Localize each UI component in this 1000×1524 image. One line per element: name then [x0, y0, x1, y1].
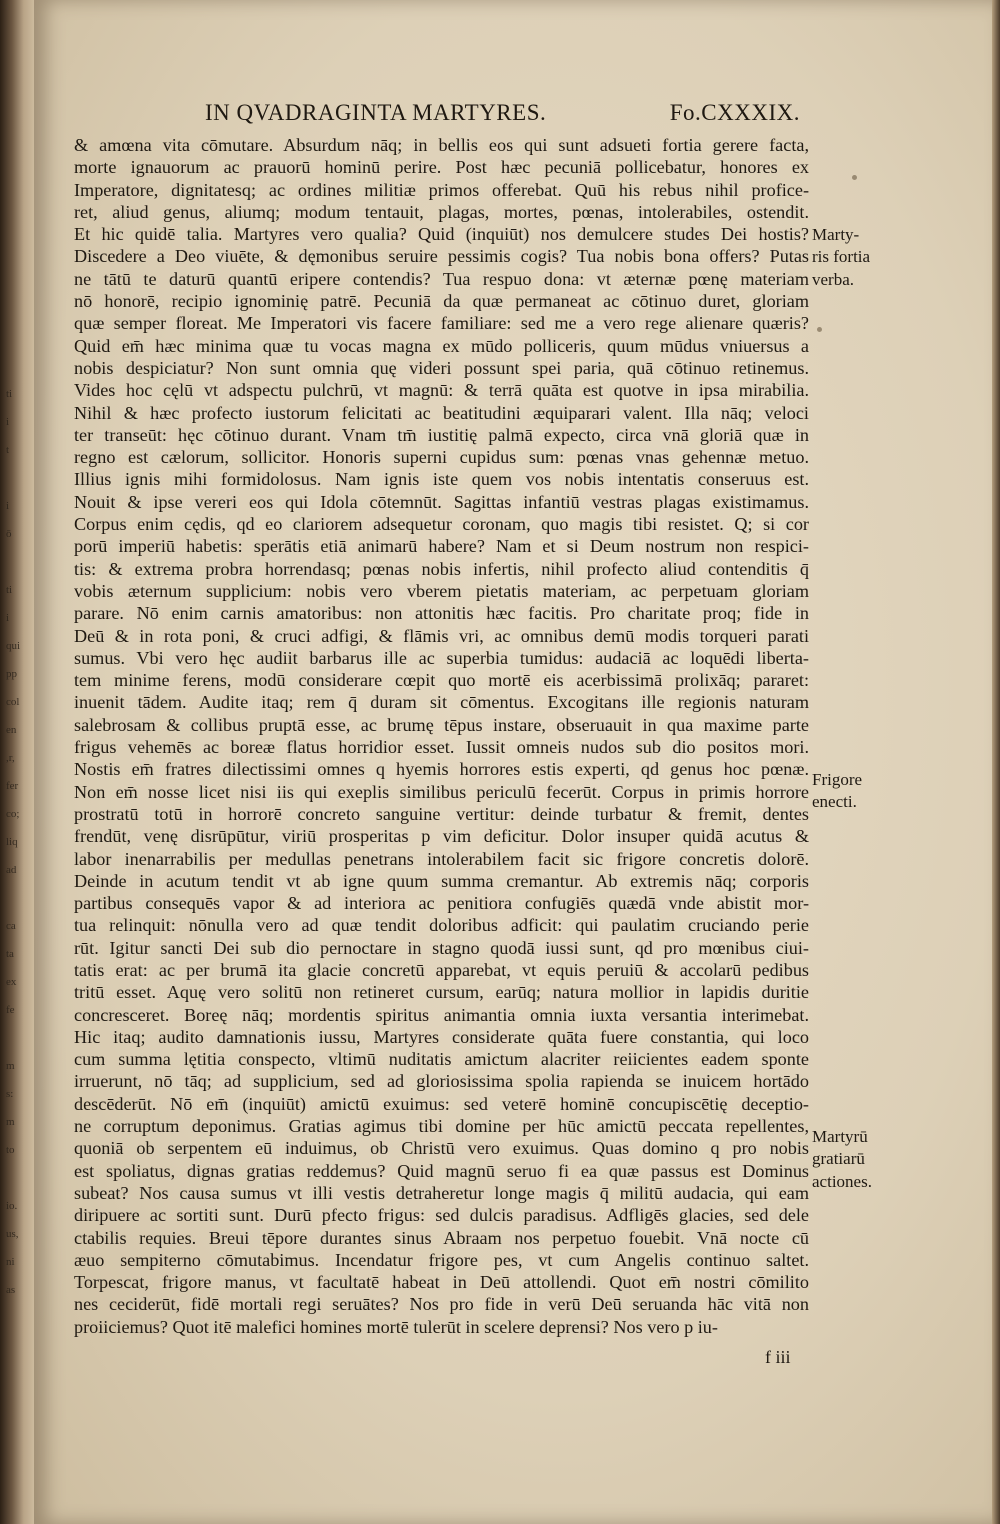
- previous-page-text-fragments: ti i t i ō ti i qui pp col en ,r, fer co; liq ad ca ta ex fe m s: m to io. us, ni as: [6, 388, 21, 1296]
- text-line: Quid em̄ hæc minima quæ tu vocas magna ex mūdo polliceris, quum mūdus vniuersus a: [74, 335, 809, 356]
- text-line: Corpus enim cędis, qd eo clariorem adsequetur coronam, quo magis tibi resistet. Q; si cor: [74, 514, 809, 535]
- running-head: [205, 100, 800, 126]
- text-line: rūt. Igitur sancti Dei sub dio pernoctare in stagno quodā iussi sunt, qd pro mœnibus ciui-: [74, 937, 809, 958]
- text-line: frendūt, venę disrūpūtur, viriū prosperitas p vim deficitur. Dolor insuper quidā acutus &: [74, 826, 809, 847]
- text-line: diripuere ac sortiti sunt. Durū pfecto frigus: sed dulcis paradisus. Adfligēs glacies, sed dele: [74, 1205, 809, 1226]
- margin-note-martyrum-gratiarum-actiones: Martyrū gratiarū actiones.: [812, 1127, 872, 1191]
- text-line: tis: & extrema probra horrendasq; pœnas nobis infertis, nihil profecto aliud contenditis q̄: [74, 558, 809, 579]
- text-line: regno est cælorum, sollicitor. Honoris superni cupidus sum: pœnas vnas gehennæ metuo.: [74, 447, 809, 468]
- text-line: Illius ignis mihi formidolosus. Nam ignis iste quem vos nobis intentatis conseruus est.: [74, 469, 809, 490]
- text-line: prostratū totū in horrorē concreto sanguine vertitur: deinde turbatur & fremit, dentes: [74, 803, 809, 824]
- text-line: parare. Nō enim carnis amatoribus: non attonitis hæc facitis. Pro charitate proq; fide in: [74, 603, 809, 624]
- text-line: & amœna vita cōmutare. Absurdum nāq; in bellis eos qui sunt adsueti fortia gerere facta,: [74, 135, 809, 155]
- main-text-block: [74, 134, 809, 1338]
- text-line: Imperatore, dignitatesq; ac ordines militiæ primos offerebat. Quū his rebus nihil profice-: [74, 179, 809, 200]
- text-line: tatis erat: ac per brumā ita glacie concretū apparebat, vt equis peruiū & accolarū pedibus: [74, 959, 809, 980]
- margin-note-martyris-fortia-verba: Marty- ris fortia verba.: [812, 225, 871, 289]
- text-line: Deū & in rota poni, & cruci adfigi, & flāmis vri, ac omnibus demū modis torqueri parati: [74, 625, 809, 646]
- text-line: nobis despiciatur? Non sunt omnia quę videri possunt spei paria, quā cōtinuo retinemus.: [74, 357, 809, 378]
- text-line: irruerunt, nō tāq; ad supplicium, sed ad gloriosissima spolia rapienda se inuicem hortādo: [74, 1071, 809, 1092]
- text-line: ter transeūt: hęc cōtinuo durant. Vnam tm̄ iustitię palmā expecto, circa vnā gloriā quæ in: [74, 424, 809, 445]
- text-line: ne corruptum deponimus. Gratias agimus tibi domine per hūc amictū peccata repellentes,: [74, 1116, 809, 1137]
- text-line: frigus vehemēs ac boreæ flatus horridior esset. Iussit omneis nudos sub dio positos mori.: [74, 737, 809, 758]
- text-line: ne tātū te daturū quantū eripere contendis? Tua respuo dona: vt æternæ pœnę materiam: [74, 268, 809, 289]
- text-line: labor inenarrabilis per medullas penetrans intolerabilem facit sic frigore concretis dolorē.: [74, 848, 809, 869]
- text-line: Et hic quidē talia. Martyres vero qualia? Quid (inquiūt) nos demulcere studes Dei hostis?: [74, 224, 809, 245]
- text-line: Nouit & ipse vereri eos qui Idola cōtemnūt. Sagittas infantiū vestras plagas existimamus.: [74, 491, 809, 512]
- text-line: Nihil & hæc profecto iustorum felicitati ac beatitudini æquiparari valent. Illa nāq; veloci: [74, 402, 809, 423]
- text-line: subeat? Nos causa sumus vt illi vestis detraheretur longe magis q̄ militū audacia, qui eam: [74, 1182, 809, 1203]
- text-line: sumus. Vbi vero hęc audiit barbarus ille ac superbia tumidus: audaciā ac loquēdi liberta-: [74, 647, 809, 668]
- text-line: salebrosam & collibus pruptā esse, ac brumę tēpus instare, obseruauit in qua maxime parte: [74, 714, 809, 735]
- text-line: descēderūt. Nō em̄ (inquiūt) amictū exuimus: sed veterē hominē concupiscētię deceptio-: [74, 1093, 809, 1114]
- ink-dot-2: [817, 327, 822, 332]
- text-line: proiiciemus? Quot itē malefici homines mortē tulerūt in scelere deprensi? Nos vero p iu-: [74, 1316, 718, 1337]
- text-line: tem minime ferens, modū considerare cœpit quo mortē eis acerbissimā prolixāq; pararet:: [74, 670, 809, 691]
- text-line: ret, aliud genus, aliumq; modum tentauit, plagas, mortes, pœnas, intolerabiles, ostendit.: [74, 201, 809, 222]
- text-line: vobis æternum supplicium: nobis vero vberem pietatis materiam, ac perpetuam gloriam: [74, 580, 809, 601]
- text-line: Non em̄ nosse licet nisi iis qui exeplis similibus periculū fecerūt. Corpus in primis horrore: [74, 781, 809, 802]
- text-line: nō honorē, recipio ignominię patrē. Pecuniā da quæ permaneat ac cōtinuo duret, gloriam: [74, 291, 809, 312]
- text-line: cum summa lętitia conspecto, vltimū nuditatis amictum alacriter reiicientes eadem sponte: [74, 1049, 809, 1070]
- text-line: Discedere a Deo viuēte, & dęmonibus seruire pessimis cogis? Tua nobis bona offers? Putas: [74, 246, 809, 267]
- text-line: nes ceciderūt, fidē mortali regi seruātes? Nos pro fide in verū Deū seruanda hāc vitā non: [74, 1294, 809, 1315]
- text-line: porū imperiū habetis: sperātis etiā animarū habere? Nam et si Deum nostrum non respici-: [74, 536, 809, 557]
- signature-mark: f iii: [765, 1347, 791, 1367]
- text-line: æuo sempiterno cōmutabimus. Incendatur frigore pes, vt cum Angelis continuo saltet.: [74, 1249, 809, 1270]
- previous-page-edge: [0, 0, 34, 1524]
- text-line: tritū esset. Aquę vero solitū non retineret cursum, earūq; natura mollior in lapidis duritie: [74, 982, 809, 1003]
- text-line: est spoliatus, dignas gratias reddemus? Quid magnū seruo fi ea quæ passus est Dominus: [74, 1160, 809, 1181]
- margin-note-frigore-enecti: Frigore enecti.: [812, 770, 863, 812]
- folio-number: Fo.CXXXIX.: [669, 100, 800, 125]
- text-line: inuenit tādem. Audite itaq; rem q̄ duram sit cōmentus. Excogitans ille regionis naturam: [74, 692, 809, 713]
- text-line: Hic itaq; audito damnationis iussu, Martyres considerate quāta fuere constantia, qui loco: [74, 1026, 809, 1047]
- text-line: tua relinquit: nōnulla vero ad quæ tendit doloribus adficit: qui paulatim cruciando perie: [74, 915, 809, 936]
- text-line: Torpescat, frigore manus, vt facultatē habeat in Deū attollendi. Quot em̄ nostri cōmilito: [74, 1272, 809, 1293]
- text-line: quoniā ob serpentem eū induimus, ob Christū vero exuimus. Quas domino q pro nobis: [74, 1138, 809, 1159]
- text-line: Nostis em̄ fratres dilectissimi omnes q hyemis horrores estis experti, qd genus hoc pœnæ.: [74, 759, 809, 780]
- text-line: Deinde in acutum tendit vt ab igne quum summa cremantur. Ab extremis nāq; corporis: [74, 870, 809, 891]
- running-head-title: IN QVADRAGINTA MARTYRES.: [205, 100, 547, 125]
- text-line: ctabilis requies. Breui tēpore durantes sinus Abraam nos perpetuo fouebit. Vnā nocte cū: [74, 1227, 809, 1248]
- text-line: quæ semper floreat. Me Imperatori vis facere familiare: sed me a vero rege alienare quæris?: [74, 313, 809, 334]
- ink-dot-1: [852, 175, 857, 180]
- page-right-edge: [992, 0, 1000, 1524]
- text-line: partibus consequēs vapor & ad interiora ac penitiora confugiēs quædā vnde abistit mor-: [74, 893, 809, 914]
- text-line: concresceret. Boreę nāq; mordentis spiritus animantia omnia iuxta versantia interimebat.: [74, 1004, 809, 1025]
- text-line: Vides hoc cęlū vt adspectu pulchrū, vt magnū: & terrā quāta est quotve in ipsa mirabilia.: [74, 380, 809, 401]
- text-line: morte ignauorum ac prauorū hominū perire. Post hæc pecuniā pollicebatur, honores ex: [74, 157, 809, 178]
